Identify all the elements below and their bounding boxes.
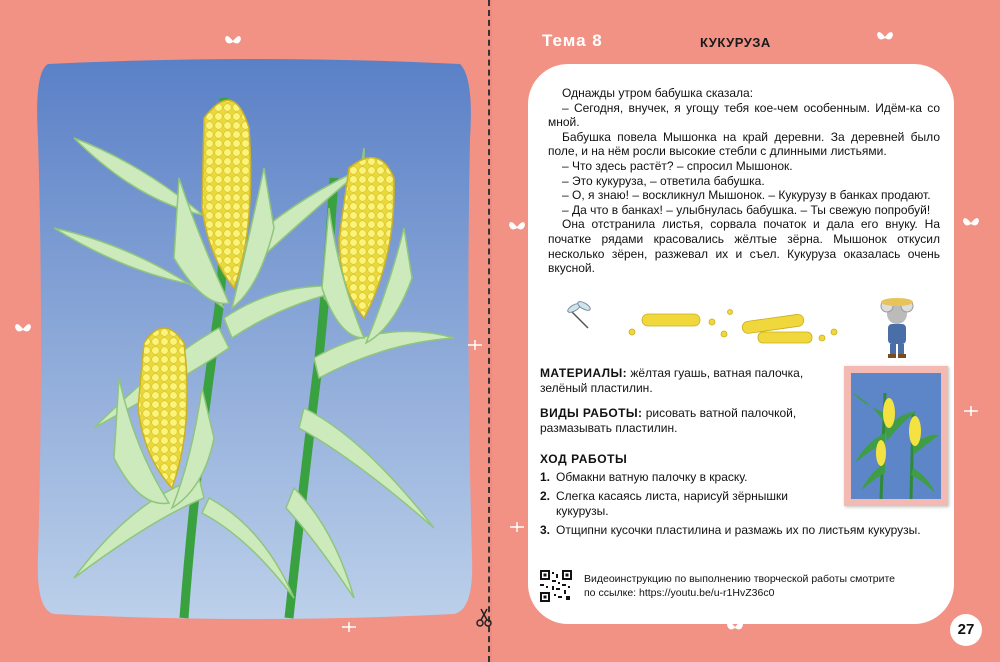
story-paragraph: – О, я знаю! – воскликнул Мышонок. – Кукурузу в банках продают. — [562, 188, 931, 203]
step-number: 1. — [540, 470, 551, 484]
story-paragraph: – Это кукуруза, – ответила бабушка. — [562, 173, 765, 188]
video-instruction-line: Видеоинструкцию по выполнению творческой работы смотрите — [584, 573, 896, 585]
materials-block — [540, 366, 840, 396]
topic-title: КУКУРУЗА — [700, 35, 771, 50]
work-types-block — [540, 406, 830, 436]
work-step — [540, 489, 840, 519]
work-steps-list — [540, 470, 950, 542]
corn-kernels-decor — [629, 310, 837, 344]
dragonfly-icon — [466, 338, 484, 352]
step-number: 3. — [540, 523, 551, 537]
butterfly-icon — [726, 620, 744, 634]
video-link[interactable]: по ссылке: https://youtu.be/u-r1HvZ36c0 — [584, 587, 775, 599]
corn-plant-drawing — [34, 58, 474, 620]
step-text: Слегка касаясь листа, нарисуй зёрнышки кукурузы. — [556, 489, 788, 518]
butterfly-icon — [508, 220, 526, 234]
work-progress-title: ХОД РАБОТЫ — [540, 452, 628, 466]
butterfly-icon — [224, 34, 242, 48]
butterfly-icon — [962, 216, 980, 230]
materials-text: жёлтая гуашь, ватная палочка, зелёный пластилин. — [540, 366, 804, 395]
butterfly-icon — [14, 322, 32, 336]
video-instruction — [584, 572, 924, 600]
story-text — [548, 86, 940, 276]
work-types-label: ВИДЫ РАБОТЫ: — [540, 406, 643, 420]
page-fold-line — [488, 0, 490, 662]
mouse-character-icon — [881, 298, 913, 358]
dragonfly-icon — [566, 300, 591, 328]
story-paragraph: – Сегодня, внучек, я угощу тебя кое-чем особенным. Идём-ка со мной. — [548, 100, 940, 130]
corn-illustration — [34, 58, 474, 620]
story-paragraph: – Да что в банках! – улыбнулась бабушка. – Ты свежую попробуй! — [562, 202, 931, 217]
page-number: 27 — [950, 614, 982, 646]
work-types-text: рисовать ватной палочкой, размазывать пластилин. — [540, 406, 797, 435]
butterfly-icon — [876, 30, 894, 44]
step-text: Отщипни кусочки пластилина и размажь их по листьям кукурузы. — [556, 523, 921, 537]
story-paragraph: – Что здесь растёт? – спросил Мышонок. — [562, 158, 793, 173]
topic-number: Тема 8 — [542, 31, 603, 50]
materials-label: МАТЕРИАЛЫ: — [540, 366, 628, 380]
story-paragraph: Однажды утром бабушка сказала: — [562, 86, 754, 100]
work-step — [540, 523, 950, 538]
right-page — [492, 0, 1000, 662]
story-paragraph: Бабушка повела Мышонка на край деревни. За деревней было поле, и на нём росли высокие стебли с длинными листьями. — [548, 129, 940, 159]
dragonfly-icon — [962, 404, 980, 418]
left-page — [0, 0, 490, 662]
step-number: 2. — [540, 489, 551, 503]
step-text: Обмакни ватную палочку в краску. — [556, 470, 748, 484]
qr-code-icon[interactable] — [540, 570, 572, 602]
dragonfly-icon — [508, 520, 526, 534]
story-paragraph: Она отстранила листья, сорвала початок и дала его внуку. На початке рядами красовались жёлтые зёрна. Мышонок откусил несколько зёрен, разжевал их и съел. Кукуруза оказалась очень вкусной. — [548, 217, 940, 276]
work-step — [540, 470, 950, 485]
dragonfly-icon — [340, 620, 358, 634]
decor-illustration — [562, 292, 952, 362]
